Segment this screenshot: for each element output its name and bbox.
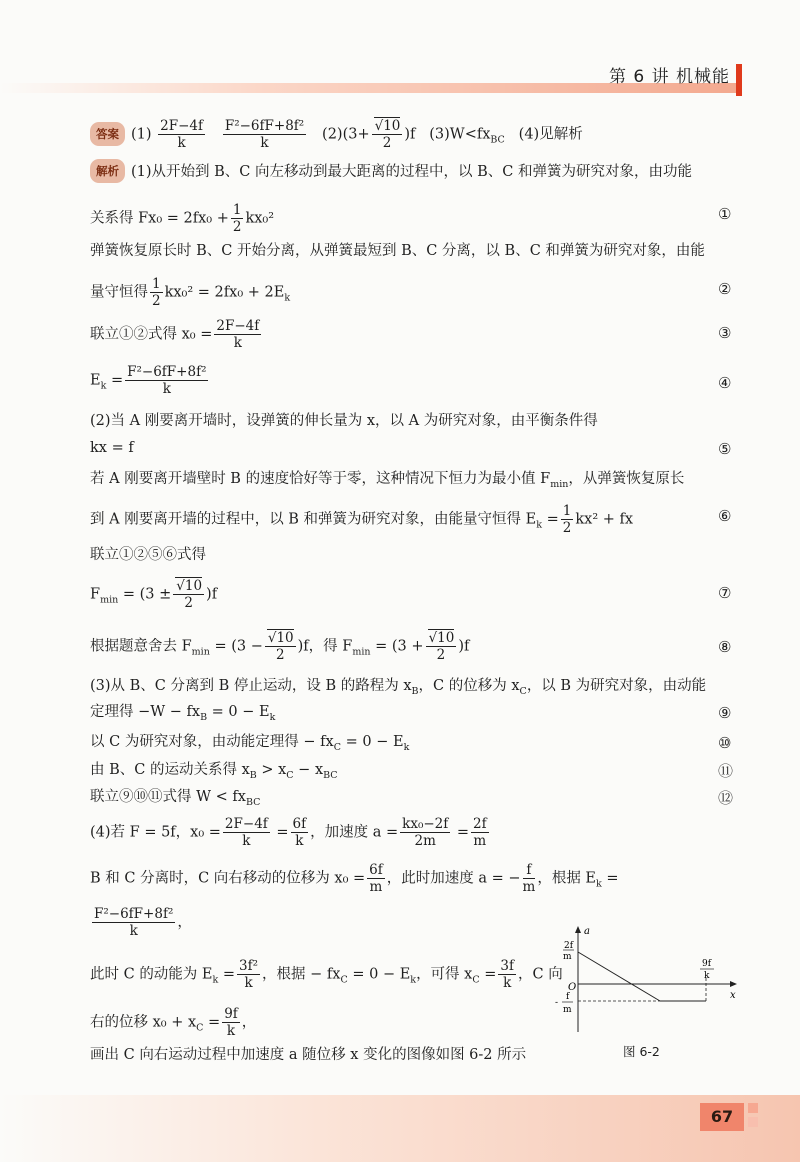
fraction: $\frac{√10}{2}$ [173, 578, 204, 611]
accel-line-1 [578, 952, 660, 1001]
analysis-line-22: 此时 C 的动能为 $E_k$ = $\frac{\text{3f²}}{k}$ ，根据 − $fx_C = 0 - E_k$，可得 $x_C$ = $\frac{3f}{k}$ ，C 向 [90, 958, 563, 991]
analysis-line-24: 画出 C 向右运动过程中加速度 a 随位移 x 变化的图像如图 6-2 所示 [90, 1047, 527, 1063]
fraction: $\frac{2f}{m}$ [473, 816, 487, 849]
x-mark-den: k [704, 971, 710, 981]
x-axis-label: x [730, 990, 736, 1001]
header-accent-bar [736, 64, 742, 96]
eq-number: ⑤ [718, 440, 732, 458]
answer-line: 答案 (1) $\frac{2F-4f}{k}$ $\frac{\text{F²−6fF+8f²}}{k}$ (2)(3+ $\frac{√10}{2}$ )f $(3)W<fx_{BC}$ (4)见解析 [90, 118, 583, 151]
a-axis-label: a [584, 926, 590, 937]
page-header [0, 0, 800, 96]
analysis-line-1: 解析 (1)从开始到 B、C 向左移动到最大距离的过程中，以 B、C 和弹簧为研究对象，由功能 [90, 160, 692, 184]
fraction: $\frac{6f}{m}$ [369, 862, 383, 895]
analysis-line-4: 量守恒得 $\frac{1}{2}$ $kx_0^2 = 2fx_0 + 2E_k$ [90, 276, 291, 309]
y-bot-den: m [563, 1005, 572, 1015]
analysis-line-16: 以 C 为研究对象，由动能定理得 − $fx_C = 0 - E_k$ [90, 734, 410, 753]
fraction: $\frac{1}{2}$ [232, 202, 242, 235]
eq-number: ② [718, 280, 732, 298]
eq-number: ④ [718, 374, 732, 392]
fraction: $\frac{2F-4f}{k}$ [160, 118, 204, 151]
page-number: 67 [700, 1103, 744, 1131]
fraction: $\frac{\text{F²−6fF+8f²}}{k}$ [127, 364, 207, 397]
y-bot-num: f [566, 992, 570, 1002]
fraction: $\frac{\text{3f²}}{k}$ [239, 958, 259, 991]
analysis-line-8: kx = f [90, 440, 134, 456]
fraction: $\frac{1}{2}$ [562, 503, 572, 536]
footer-decor-square [748, 1117, 758, 1127]
analysis-line-13: 根据题意舍去 $F_{min} = (3$ − $\frac{√10}{2}$ )f，得 $F_{min} = (3$ + $\frac{√10}{2}$ )f [90, 630, 470, 663]
fraction: $\frac{\text{kx₀−2f}}{2m}$ [402, 816, 449, 849]
fraction: $\frac{2F-4f}{k}$ [224, 816, 268, 849]
analysis-line-23: 右的位移 $x_0 + x_C$ = $\frac{9f}{k}$ ， [90, 1006, 257, 1039]
x-axis-arrow [730, 981, 737, 987]
fraction: $\frac{f}{m}$ [522, 862, 536, 895]
eq-number: ⑨ [718, 704, 732, 722]
analysis-line-21: $\frac{\text{F²−6fF+8f²}}{k}$ ， [94, 906, 192, 939]
analysis-line-6: $E_k$ = $\frac{\text{F²−6fF+8f²}}{k}$ [90, 364, 207, 397]
analysis-line-9: 若 A 刚要离开墙壁时 B 的速度恰好等于零，这种情况下恒力为最小值 $F_{min}$，从弹簧恢复原长 [90, 471, 685, 490]
fraction: $\frac{1}{2}$ [152, 276, 161, 309]
fraction: $\frac{√10}{2}$ [426, 630, 457, 663]
x-mark-num: 9f [702, 959, 712, 969]
chapter-title: 第 6 讲 机械能 [608, 67, 730, 87]
analysis-line-18: 联立⑨⑩⑪式得 $W < fx_{BC}$ [90, 789, 261, 808]
fraction: $\frac{9f}{k}$ [224, 1006, 238, 1039]
eq-number: ③ [718, 324, 732, 342]
footer-decor-square [748, 1103, 758, 1113]
eq-number: ⑥ [718, 507, 732, 525]
eq-number: ⑩ [718, 734, 732, 752]
eq-number: ⑦ [718, 584, 732, 602]
y-top-num: 2f [564, 941, 574, 951]
answer-tag: 答案 [90, 122, 125, 146]
answer-part4: (4)见解析 [518, 126, 583, 143]
answer-part3: (3)W<fx [429, 126, 491, 143]
analysis-line-10: 到 A 刚要离开墙的过程中，以 B 和弹簧为研究对象，由能量守恒得 $E_k$ = $\frac{1}{2}$ kx² + fx [90, 503, 634, 536]
fraction: $\frac{3f}{k}$ [500, 958, 514, 991]
analysis-tag: 解析 [90, 159, 125, 183]
fraction: $\frac{\text{F²−6fF+8f²}}{k}$ [94, 906, 174, 939]
y-bot-sign: - [555, 998, 559, 1008]
analysis-line-14: (3)从 B、C 分离到 B 停止运动，设 B 的路程为 $x_B$，C 的位移为 $x_C$，以 B 为研究对象，由动能 [90, 678, 707, 697]
y-top-den: m [563, 952, 572, 962]
analysis-line-11: 联立①②⑤⑥式得 [90, 547, 206, 563]
answer-part1-label: (1) [131, 126, 152, 143]
eq-number: ⑧ [718, 638, 732, 656]
analysis-line-7: (2)当 A 刚要离开墙时，设弹簧的伸长量为 x，以 A 为研究对象，由平衡条件得 [90, 413, 598, 429]
fraction: $\frac{\text{F²−6fF+8f²}}{k}$ [224, 118, 305, 151]
eq-number: ⑫ [718, 789, 734, 807]
analysis-line-15: 定理得 $-W - fx_B = 0 - E_k$ [90, 704, 276, 723]
analysis-line-20: B 和 C 分离时，C 向右移动的位移为 x₀ = $\frac{6f}{m}$ ，此时加速度 a = − $\frac{f}{m}$ ，根据 $E_k$ = [90, 862, 619, 895]
fraction: $\frac{√10}{2}$ [372, 118, 403, 151]
answer-part2: (2)(3+ [322, 126, 370, 143]
analysis-line-12: $F_{min} = (3$ ± $\frac{√10}{2}$ )f [90, 578, 218, 611]
page-footer-band [0, 1095, 800, 1162]
analysis-line-2: 关系得 Fx₀ = 2fx₀ + $\frac{1}{2}$ kx₀² [90, 202, 275, 235]
analysis-line-3: 弹簧恢复原长时 B、C 开始分离，从弹簧最短到 B、C 分离，以 B、C 和弹簧为研究对象，由能 [90, 243, 705, 259]
analysis-line-19: (4)若 F = 5f，x₀ = $\frac{2F-4f}{k}$ = $\frac{6f}{k}$ ，加速度 a = $\frac{\text{kx₀−2f}}{2m}$ = $\frac{2f}{m}$ [90, 816, 487, 849]
analysis-line-5: 联立①②式得 x₀ = $\frac{2F-4f}{k}$ [90, 318, 260, 351]
fraction: $\frac{√10}{2}$ [265, 630, 296, 663]
fraction: $\frac{6f}{k}$ [292, 816, 307, 849]
origin-label: O [568, 982, 577, 993]
a-axis-arrow [575, 926, 581, 933]
eq-number: ⑪ [718, 762, 734, 780]
eq-number: ① [718, 205, 732, 223]
analysis-line-17: 由 B、C 的运动关系得 $x_B > x_C - x_{BC}$ [90, 762, 338, 781]
fraction: $\frac{2F-4f}{k}$ [216, 318, 260, 351]
figure-caption: 图 6-2 [623, 1044, 660, 1059]
figure-6-2 [548, 924, 748, 1034]
